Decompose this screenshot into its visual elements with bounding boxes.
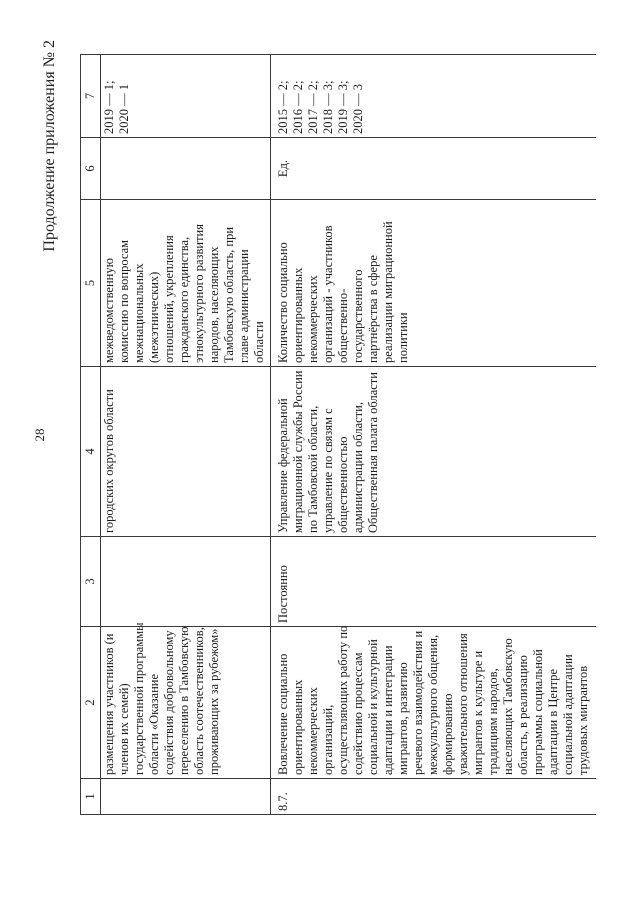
column-number: 2	[81, 627, 101, 779]
cell-activity: Вовлечение социально ориентированных некоммерческих организаций, осуществляющих работу по содействию процессам социальной и культурной адаптации и интеграции мигрантов, развитию речевого взаимодействия и межкультурного общения, формированию уважительного отношения мигрантов к культуре и традициям народов, населяющих Тамбовскую область, в реализацию программы социальной адаптации в Центре социальной адаптации трудовых мигрантов	[271, 627, 597, 779]
cell-unit: Ед.	[271, 138, 597, 200]
column-number: 1	[81, 779, 101, 815]
cell-unit	[101, 138, 271, 200]
table-row	[271, 55, 597, 815]
table-row	[101, 55, 271, 815]
cell-deadline: Постоянно	[271, 537, 597, 627]
page-number: 28	[32, 428, 47, 442]
cell-item-number: 8.7.	[271, 779, 597, 815]
column-number: 4	[81, 367, 101, 537]
column-number: 3	[81, 537, 101, 627]
cell-item-number	[101, 779, 271, 815]
cell-target-values: 2019 — 1; 2020 — 1	[101, 55, 271, 138]
column-number: 7	[81, 55, 101, 138]
cell-target-values: 2015 — 2; 2016 — 2; 2017 — 2; 2018 — 3; 2019 — 3; 2020 — 3	[271, 55, 597, 138]
continuation-heading: Продолжение приложения № 2	[41, 40, 58, 252]
cell-responsible: городских округов области	[101, 367, 271, 537]
cell-indicator: межведомственную комиссию по вопросам межнациональных (межэтнических) отношений, укрепления гражданского единства, этнокультурного развития народов, населяющих Тамбовскую область, при главе администрации области	[101, 200, 271, 367]
column-number-row	[81, 55, 101, 815]
cell-activity: размещения участников (и членов их семей) государственной программы области «Оказание содействия добровольному переселению в Тамбовскую область соотечественников, проживающих за рубежом»	[101, 627, 271, 779]
cell-deadline	[101, 537, 271, 627]
cell-indicator: Количество социально ориентированных некоммерческих организаций - участников общественно- государственного партнёрства в сфере реализации миграционной политики	[271, 200, 597, 367]
column-number: 5	[81, 200, 101, 367]
cell-responsible: Управление федеральной миграционной службы России по Тамбовской области, управление по связям с общественностью администрации области, Общественная палата области	[271, 367, 597, 537]
column-number: 6	[81, 138, 101, 200]
data-table	[80, 54, 596, 815]
